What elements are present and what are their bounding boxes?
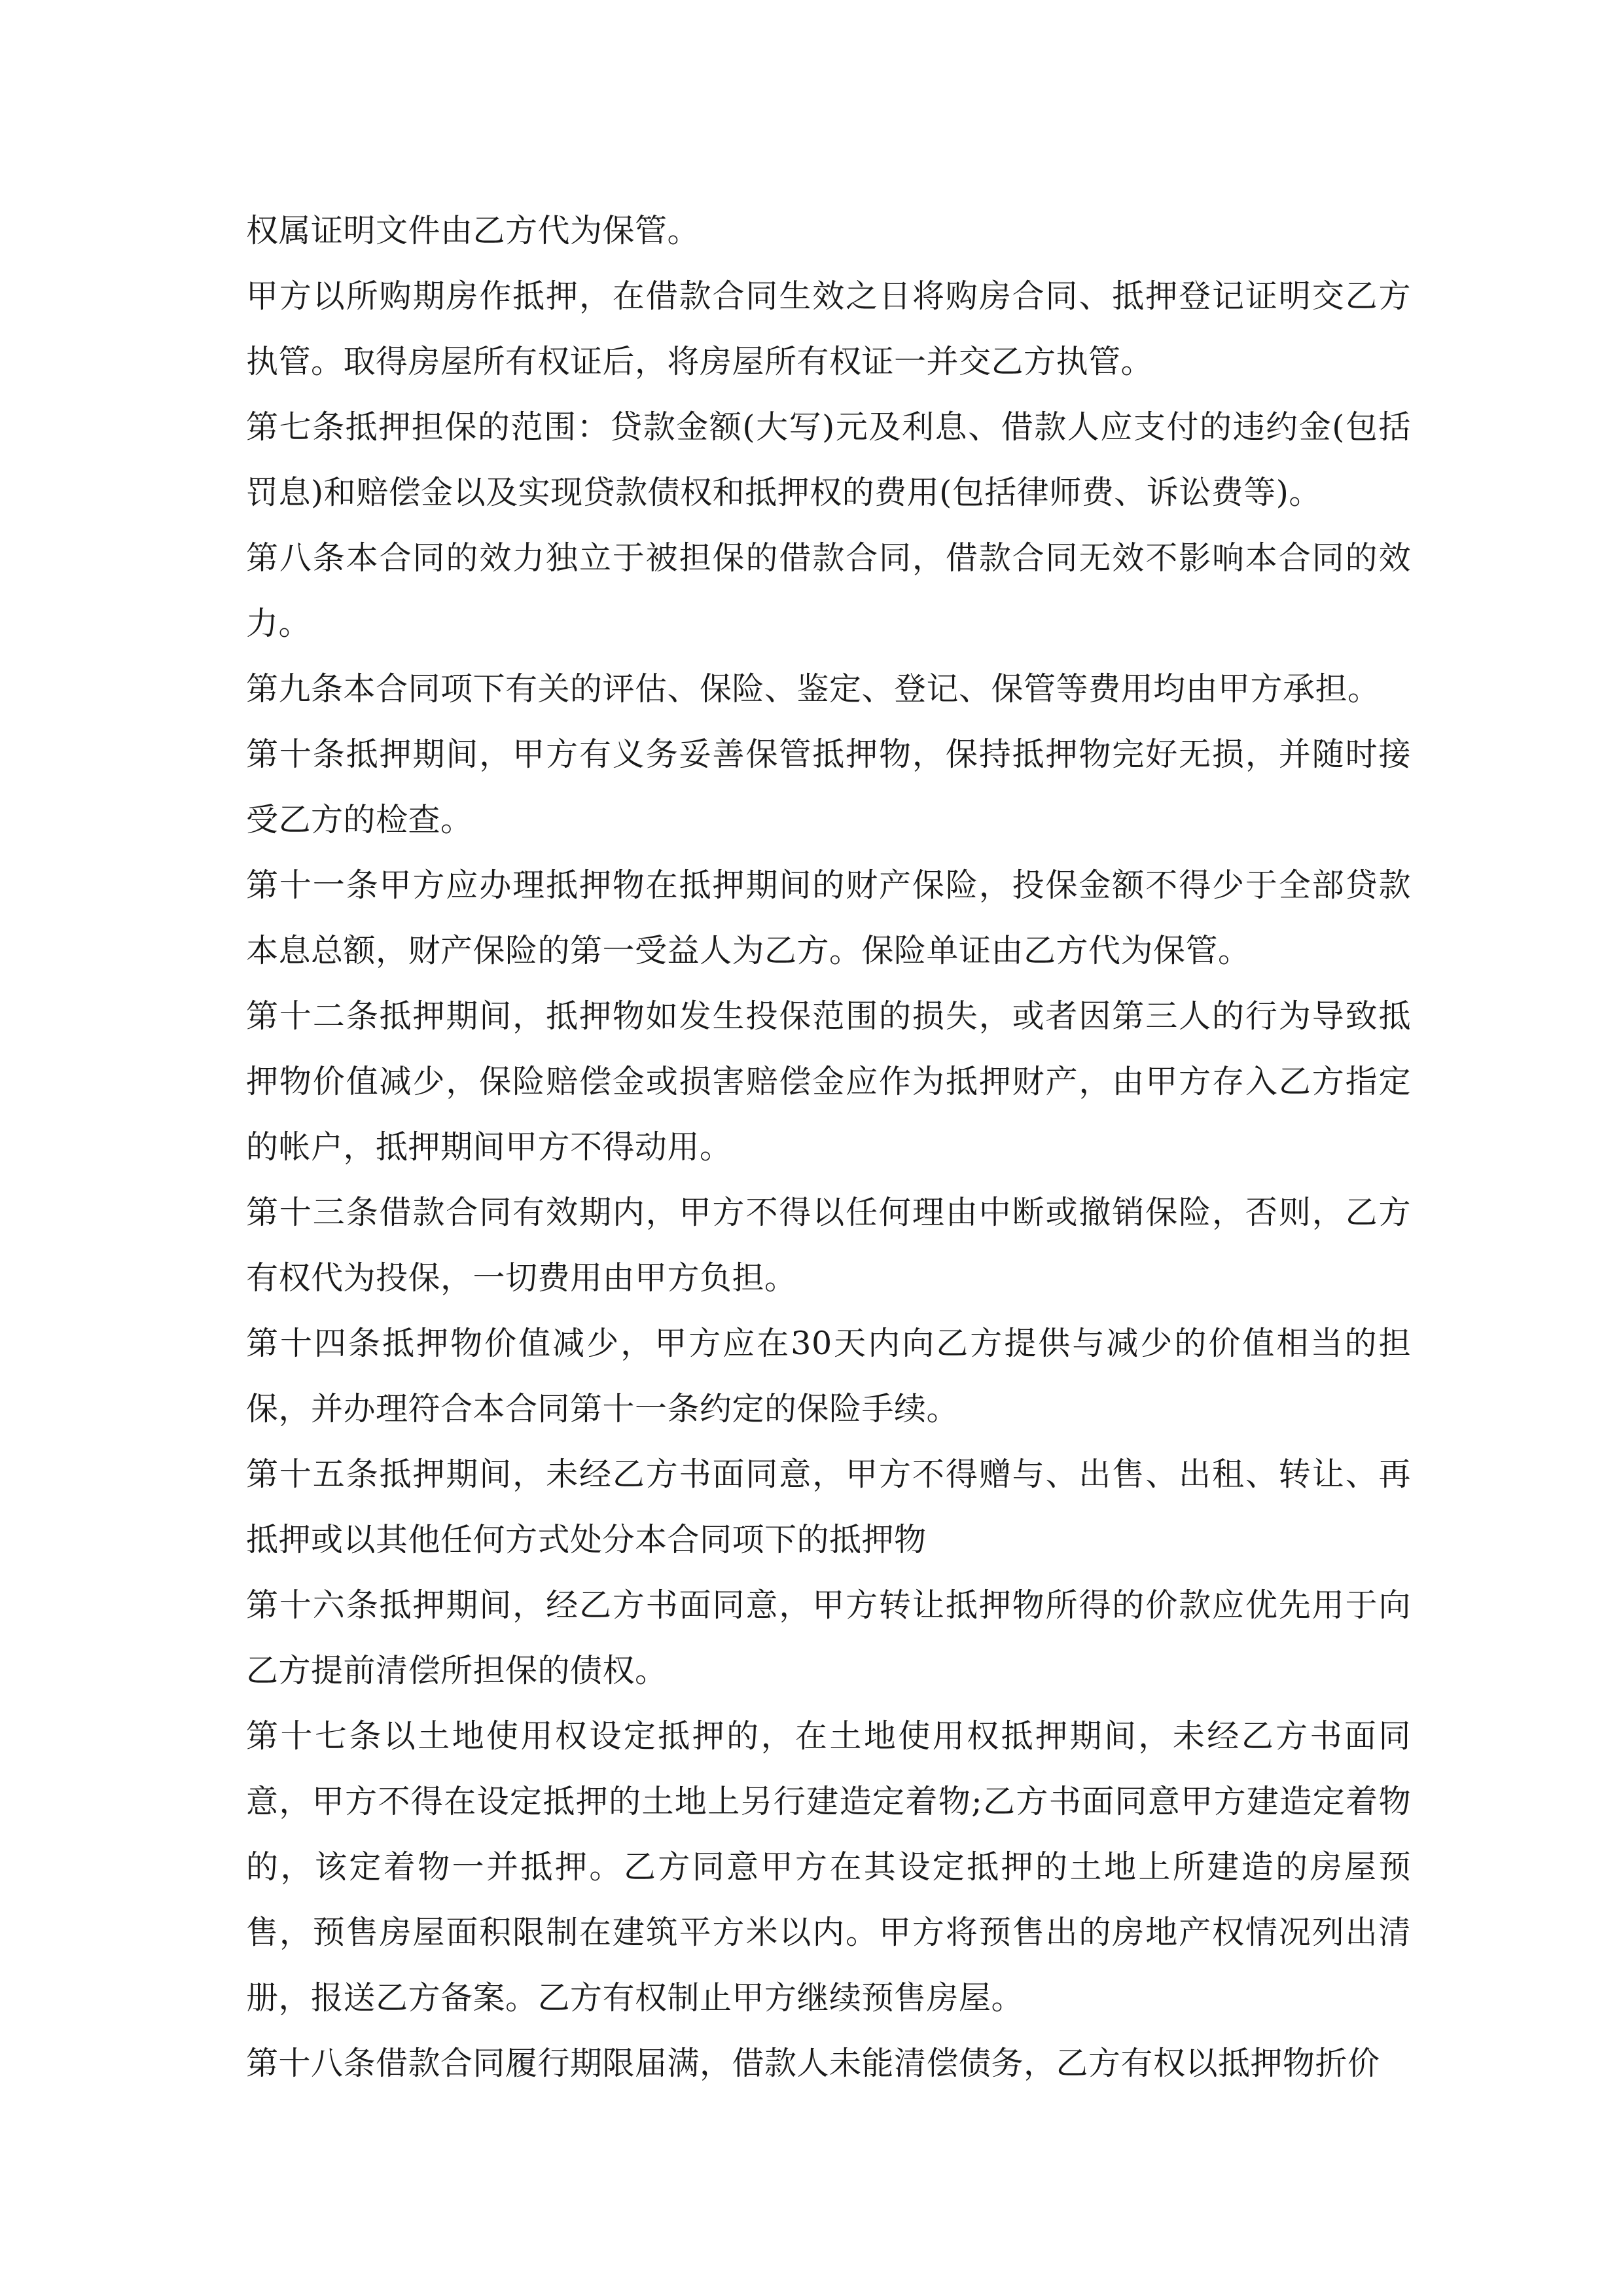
paragraph-article-15: 第十五条抵押期间，未经乙方书面同意，甲方不得赠与、出售、出租、转让、再抵押或以其他任何方式处分本合同项下的抵押物 — [246, 1456, 1411, 1558]
document-body — [246, 198, 1411, 2096]
paragraph-article-18: 第十八条借款合同履行期限届满，借款人未能清偿债务，乙方有权以抵押物折价 — [246, 2045, 1380, 2082]
paragraph-article-16: 第十六条抵押期间，经乙方书面同意，甲方转让抵押物所得的价款应优先用于向乙方提前清偿所担保的债权。 — [246, 1587, 1411, 1689]
paragraph-ownership-custody: 权属证明文件由乙方代为保管。 — [246, 212, 700, 249]
paragraph-article-14: 第十四条抵押物价值减少，甲方应在30天内向乙方提供与减少的价值相当的担保，并办理符合本合同第十一条约定的保险手续。 — [246, 1325, 1411, 1427]
paragraph-article-10: 第十条抵押期间，甲方有义务妥善保管抵押物，保持抵押物完好无损，并随时接受乙方的检查。 — [246, 736, 1411, 838]
paragraph-article-11: 第十一条甲方应办理抵押物在抵押期间的财产保险，投保金额不得少于全部贷款本息总额，财产保险的第一受益人为乙方。保险单证由乙方代为保管。 — [246, 867, 1411, 969]
paragraph-article-9: 第九条本合同项下有关的评估、保险、鉴定、登记、保管等费用均由甲方承担。 — [246, 670, 1380, 708]
paragraph-article-13: 第十三条借款合同有效期内，甲方不得以任何理由中断或撤销保险，否则，乙方有权代为投保，一切费用由甲方负担。 — [246, 1194, 1411, 1297]
paragraph-forward-housing-mortgage: 甲方以所购期房作抵押，在借款合同生效之日将购房合同、抵押登记证明交乙方执管。取得房屋所有权证后，将房屋所有权证一并交乙方执管。 — [246, 278, 1411, 380]
paragraph-article-7: 第七条抵押担保的范围：贷款金额(大写)元及利息、借款人应支付的违约金(包括罚息)和赔偿金以及实现贷款债权和抵押权的费用(包括律师费、诉讼费等)。 — [246, 408, 1411, 511]
paragraph-article-17: 第十七条以土地使用权设定抵押的，在土地使用权抵押期间，未经乙方书面同意，甲方不得在设定抵押的土地上另行建造定着物;乙方书面同意甲方建造定着物的，该定着物一并抵押。乙方同意甲方在其设定抵押的土地上所建造的房屋预售，预售房屋面积限制在建筑平方米以内。甲方将预售出的房地产权情况列出清册，报送乙方备案。乙方有权制止甲方继续预售房屋。 — [246, 1717, 1411, 2017]
paragraph-article-8: 第八条本合同的效力独立于被担保的借款合同，借款合同无效不影响本合同的效力。 — [246, 539, 1411, 642]
paragraph-article-12: 第十二条抵押期间，抵押物如发生投保范围的损失，或者因第三人的行为导致抵押物价值减少，保险赔偿金或损害赔偿金应作为抵押财产，由甲方存入乙方指定的帐户，抵押期间甲方不得动用。 — [246, 997, 1411, 1166]
